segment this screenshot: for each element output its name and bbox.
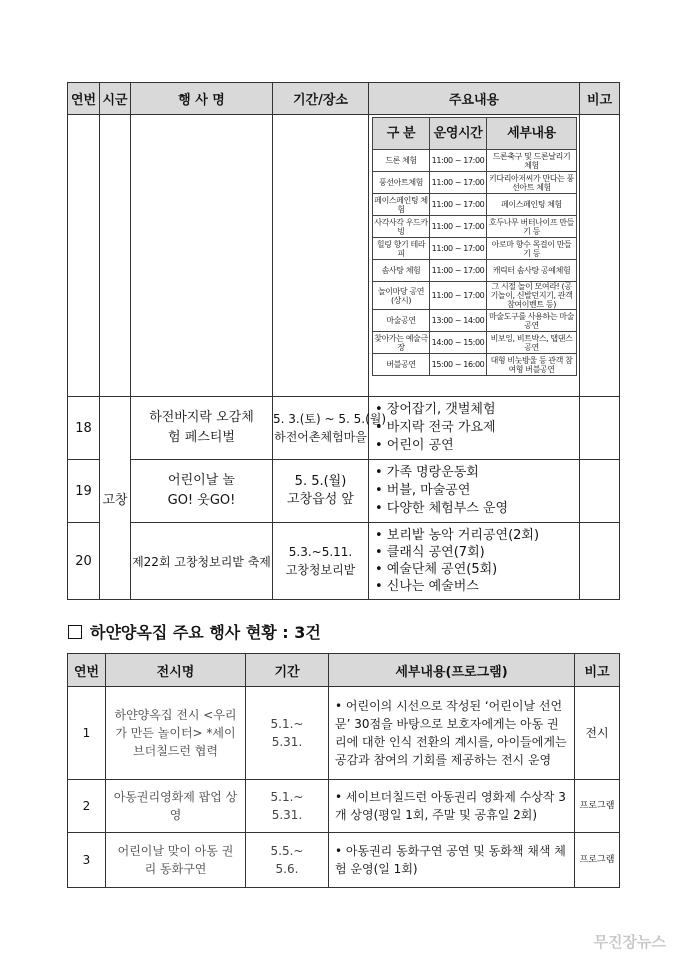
cell-no: 18 xyxy=(68,397,100,460)
cell-note xyxy=(580,523,620,600)
cell-no: 19 xyxy=(68,460,100,523)
cell-content xyxy=(369,115,580,397)
cell-no: 3 xyxy=(68,833,106,888)
table-row xyxy=(68,523,620,600)
table-header-row xyxy=(68,654,620,687)
cell-note: 프로그램 xyxy=(575,833,620,888)
header-detail: 세부내용(프로그램) xyxy=(329,654,575,687)
table-row xyxy=(68,397,620,460)
schedule-category: 놀이마당 공연 (상시) xyxy=(373,282,430,310)
schedule-row xyxy=(373,310,577,332)
content-item: • 예술단체 공연(5회) xyxy=(375,562,498,577)
schedule-header-time: 운영시간 xyxy=(430,118,487,150)
schedule-row xyxy=(373,238,577,260)
cell-exhibition-name: 어린이날 맞이 아동 권리 동화구연 xyxy=(106,833,246,888)
period-date: 5. 5.(월) xyxy=(294,474,347,489)
schedule-time: 11:00 ~ 17:00 xyxy=(430,150,487,172)
schedule-time: 11:00 ~ 17:00 xyxy=(430,172,487,194)
header-exhibition-name: 전시명 xyxy=(106,654,246,687)
cell-period xyxy=(273,115,369,397)
cell-region xyxy=(100,115,131,397)
content-item: • 버블, 마술공연 xyxy=(375,483,471,498)
header-content: 주요내용 xyxy=(369,83,580,115)
cell-no: 1 xyxy=(68,687,106,780)
cell-period xyxy=(273,523,369,600)
schedule-category: 페이스페인팅 체험 xyxy=(374,195,428,214)
watermark-logo: 무진장뉴스 xyxy=(593,933,666,951)
period-place: 고창청보리밭 xyxy=(285,563,356,577)
schedule-category: 사각사각 우드카빙 xyxy=(374,217,428,236)
table-header-row xyxy=(68,83,620,115)
cell-event-name: 제22회 고창청보리밭 축제 xyxy=(131,523,273,600)
cell-exhibition-name: 하얀양옥집 전시 <우리가 만든 놀이터> *세이브더칠드런 협력 xyxy=(106,687,246,780)
exhibition-table xyxy=(67,653,620,888)
cell-no: 2 xyxy=(68,780,106,833)
content-item: • 다양한 체험부스 운영 xyxy=(375,501,509,516)
period-place: 하전어촌체험마을 xyxy=(274,430,367,444)
schedule-time: 11:00 ~ 17:00 xyxy=(430,238,487,260)
cell-note xyxy=(580,397,620,460)
schedule-detail: 아로마 향수 목걸이 만들기 등 xyxy=(487,238,577,260)
header-note: 비고 xyxy=(580,83,620,115)
cell-period xyxy=(273,397,387,460)
header-note: 비고 xyxy=(575,654,620,687)
schedule-time: 11:00 ~ 17:00 xyxy=(430,194,487,216)
cell-no: 20 xyxy=(68,523,100,600)
table-row xyxy=(68,687,620,780)
schedule-time: 11:00 ~ 17:00 xyxy=(430,216,487,238)
header-region: 시군 xyxy=(100,83,131,115)
schedule-category: 마술공연 xyxy=(373,310,430,332)
schedule-detail: 그 시절 놀이 모여라! (공기놀이, 신발던지기, 관객참여이벤트 등) xyxy=(487,282,577,310)
cell-content xyxy=(369,460,580,523)
table-row xyxy=(68,833,620,888)
schedule-time: 14:00 ~ 15:00 xyxy=(430,332,487,354)
cell-exhibition-name: 아동권리영화제 팝업 상영 xyxy=(106,780,246,833)
schedule-time: 15:00 ~ 16:00 xyxy=(430,354,487,376)
schedule-header-detail: 세부내용 xyxy=(487,118,577,150)
schedule-time: 11:00 ~ 17:00 xyxy=(430,282,487,310)
cell-period: 5.1.~ 5.31. xyxy=(246,780,329,833)
table-row xyxy=(68,460,620,523)
cell-note xyxy=(580,115,620,397)
cell-no xyxy=(68,115,100,397)
schedule-time: 11:00 ~ 17:00 xyxy=(430,260,487,282)
schedule-category: 드론 체험 xyxy=(373,150,430,172)
schedule-detail: 대형 비눗방울 등 관객 참여형 버블공연 xyxy=(487,354,577,376)
schedule-detail: 페이스페인팅 체험 xyxy=(487,194,577,216)
cell-content xyxy=(369,523,580,600)
cell-event-name: 하전바지락 오감체험 페스티벌 xyxy=(131,397,273,460)
schedule-detail: 마술도구를 사용하는 마술공연 xyxy=(487,310,577,332)
table-row xyxy=(68,115,620,397)
schedule-category: 버블공연 xyxy=(373,354,430,376)
cell-content xyxy=(369,397,580,460)
schedule-detail: 호두나무 버터나이프 만들기 등 xyxy=(487,216,577,238)
cell-note xyxy=(580,460,620,523)
schedule-header-category: 구 분 xyxy=(373,118,430,150)
section-title xyxy=(68,620,321,643)
festival-table xyxy=(67,82,620,600)
schedule-row xyxy=(373,194,577,216)
checkbox-square-icon xyxy=(68,625,82,639)
schedule-row xyxy=(373,282,577,310)
schedule-row xyxy=(373,216,577,238)
schedule-row xyxy=(373,172,577,194)
period-date: 5.3.~5.11. xyxy=(288,545,353,559)
header-period-place: 기간/장소 xyxy=(273,83,369,115)
cell-detail: • 세이브더칠드런 아동권리 영화제 수상작 3개 상영(평일 1회, 주말 및 공휴일 2회) xyxy=(329,780,575,833)
cell-detail: • 아동권리 동화구연 공연 및 동화책 채색 체험 운영(일 1회) xyxy=(329,833,575,888)
cell-detail: • 어린이의 시선으로 작성된 ‘어린이날 선언문’ 30점을 바탕으로 보호자에게는 아동 권리에 대한 인식 전환의 계시를, 아이들에게는 공감과 참여의 기회를 제공하는 전시 운영 xyxy=(329,687,575,780)
schedule-category: 힐링 향기 테라피 xyxy=(373,238,430,260)
period-place: 고창읍성 앞 xyxy=(287,492,354,507)
schedule-row xyxy=(373,354,577,376)
content-item: • 클래식 공연(7회) xyxy=(375,545,485,560)
header-no: 연번 xyxy=(68,83,100,115)
content-item: • 신나는 예술버스 xyxy=(375,579,479,594)
section-title-text: 하얀양옥집 주요 행사 현황 : 3건 xyxy=(90,623,321,642)
cell-region: 고창 xyxy=(100,397,131,600)
header-no: 연번 xyxy=(68,654,106,687)
table-row xyxy=(68,780,620,833)
cell-event-name xyxy=(131,115,273,397)
content-item: • 장어잡기, 갯벌체험 xyxy=(375,402,496,417)
schedule-header-row xyxy=(373,118,577,150)
cell-period: 5.5.~ 5.6. xyxy=(246,833,329,888)
content-item: • 바지락 전국 가요제 xyxy=(375,420,496,435)
schedule-detail: 드론축구 및 드론날리기 체험 xyxy=(487,150,577,172)
schedule-time: 13:00 ~ 14:00 xyxy=(430,310,487,332)
schedule-row xyxy=(373,332,577,354)
period-date: 5. 3.(토) ~ 5. 5.(월) xyxy=(273,412,387,426)
schedule-category: 풍선아트체험 xyxy=(373,172,430,194)
schedule-table xyxy=(372,117,577,376)
schedule-detail: 키다리아저씨가 만다는 풍선아트 체험 xyxy=(487,172,577,194)
cell-period: 5.1.~ 5.31. xyxy=(246,687,329,780)
schedule-row xyxy=(373,150,577,172)
content-item: • 가족 명랑운동회 xyxy=(375,465,479,480)
cell-note: 프로그램 xyxy=(575,780,620,833)
schedule-row xyxy=(373,260,577,282)
cell-note: 전시 xyxy=(575,687,620,780)
schedule-category: 솜사탕 체험 xyxy=(373,260,430,282)
schedule-detail: 비보잉, 비트박스, 탭댄스 공연 xyxy=(487,332,577,354)
header-event-name: 행 사 명 xyxy=(131,83,273,115)
content-item: • 보리밭 농악 거리공연(2회) xyxy=(375,528,540,543)
schedule-category: 찾아가는 예술극장 xyxy=(374,333,428,352)
content-item: • 어린이 공연 xyxy=(375,438,454,453)
schedule-detail: 캐릭터 솜사탕 공예체험 xyxy=(487,260,577,282)
cell-period xyxy=(273,460,369,523)
header-period: 기간 xyxy=(246,654,329,687)
cell-event-name: 어린이날 놀GO! 웃GO! xyxy=(131,460,273,523)
